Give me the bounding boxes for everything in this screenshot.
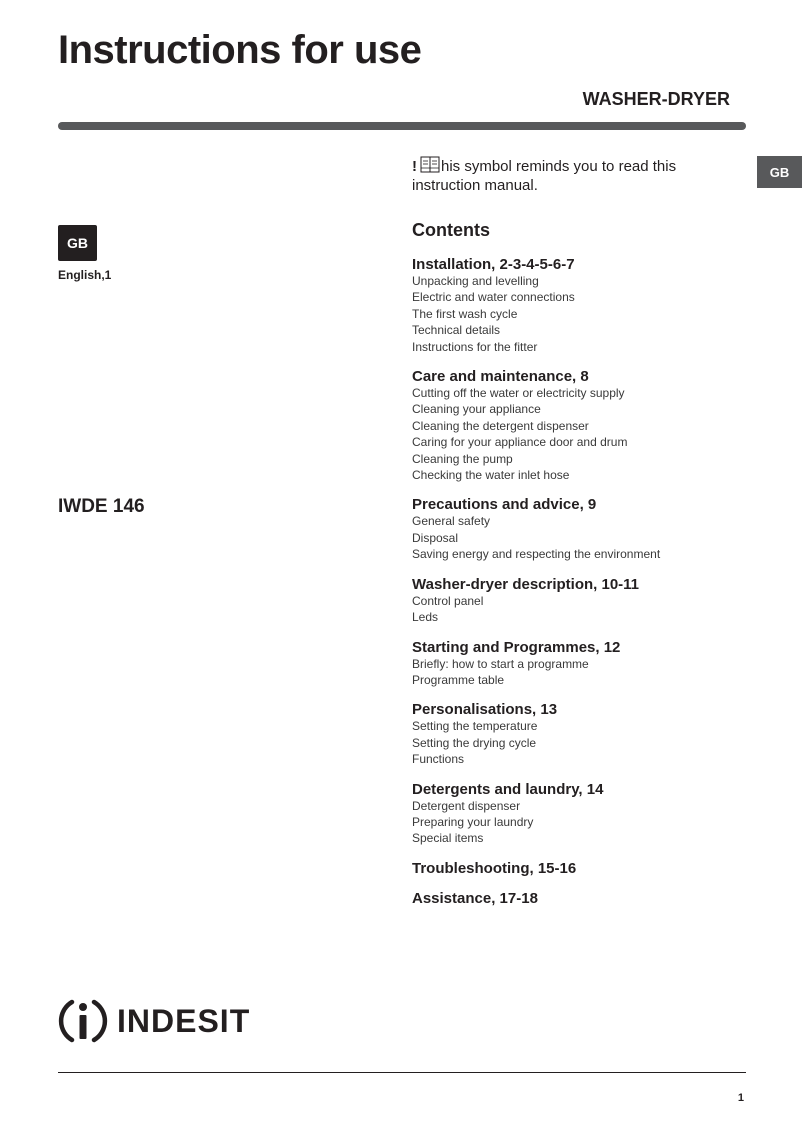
- brand-name: INDESIT: [117, 1002, 251, 1039]
- contents-entry: Saving energy and respecting the environment: [412, 547, 661, 562]
- contents-entry: The first wash cycle: [412, 306, 518, 321]
- contents-entry: General safety: [412, 514, 491, 529]
- contents-section-title: Starting and Programmes, 12: [412, 638, 621, 656]
- contents-section-title: Detergents and laundry, 14: [412, 780, 604, 798]
- footer-divider: [58, 1072, 746, 1073]
- notice-text-line1: his symbol reminds you to read this: [441, 158, 677, 175]
- model-number: IWDE 146: [58, 496, 145, 517]
- language-label: English,1: [58, 268, 112, 282]
- contents-entry: Leds: [412, 610, 439, 625]
- contents-entry: Cleaning the detergent dispenser: [412, 418, 589, 433]
- contents-entry: Cutting off the water or electricity supply: [412, 386, 625, 401]
- contents-section: [412, 576, 752, 626]
- contents-entry: Control panel: [412, 593, 484, 608]
- contents-entry: Technical details: [412, 323, 501, 338]
- contents-entry: Functions: [412, 752, 465, 767]
- notice-exclamation: !: [412, 158, 417, 175]
- language-side-tab: GB: [757, 156, 802, 188]
- indesit-logo: [57, 995, 250, 1047]
- contents-entry: Preparing your laundry: [412, 814, 534, 829]
- contents-entry: Electric and water connections: [412, 290, 575, 305]
- contents-section: [412, 256, 752, 355]
- contents-entry: Briefly: how to start a programme: [412, 656, 589, 671]
- contents-entry: Cleaning your appliance: [412, 402, 541, 417]
- indesit-logo-icon: [57, 995, 109, 1047]
- notice-text-line2: instruction manual.: [412, 177, 538, 194]
- table-of-contents: [412, 220, 752, 920]
- contents-section: [412, 368, 752, 483]
- contents-section: [412, 701, 752, 767]
- contents-heading: Contents: [412, 220, 490, 240]
- contents-entry: Programme table: [412, 672, 505, 687]
- product-type: WASHER-DRYER: [582, 89, 730, 109]
- contents-section-title: Washer-dryer description, 10-11: [412, 575, 640, 593]
- contents-entry: Disposal: [412, 530, 459, 545]
- contents-section: [412, 860, 752, 877]
- contents-section-title: Personalisations, 13: [412, 701, 558, 719]
- contents-section-title: Assistance, 17-18: [412, 889, 538, 907]
- page-title: Instructions for use: [58, 28, 422, 72]
- language-badge: GB: [58, 225, 97, 261]
- contents-entry: Caring for your appliance door and drum: [412, 435, 628, 450]
- contents-entry: Checking the water inlet hose: [412, 468, 570, 483]
- contents-entry: Instructions for the fitter: [412, 339, 538, 354]
- contents-entry: Unpacking and levelling: [412, 274, 539, 288]
- contents-entry: Special items: [412, 831, 484, 846]
- page-number: 1: [737, 1092, 744, 1104]
- contents-section: [412, 781, 752, 847]
- contents-entry: Setting the temperature: [412, 719, 538, 734]
- header-divider: [58, 122, 746, 130]
- contents-section-title: Installation, 2-3-4-5-6-7: [412, 256, 575, 273]
- contents-section: [412, 496, 752, 562]
- contents-sections: [412, 256, 752, 907]
- contents-entry: Cleaning the pump: [412, 451, 513, 466]
- contents-entry: Detergent dispenser: [412, 798, 521, 813]
- contents-section: [412, 639, 752, 689]
- contents-section-title: Care and maintenance, 8: [412, 368, 589, 386]
- contents-entry: Setting the drying cycle: [412, 735, 537, 750]
- contents-section: [412, 890, 752, 907]
- contents-section-title: Troubleshooting, 15-16: [412, 859, 577, 877]
- book-icon: [420, 156, 440, 177]
- contents-section-title: Precautions and advice, 9: [412, 496, 597, 514]
- manual-notice: [412, 156, 712, 194]
